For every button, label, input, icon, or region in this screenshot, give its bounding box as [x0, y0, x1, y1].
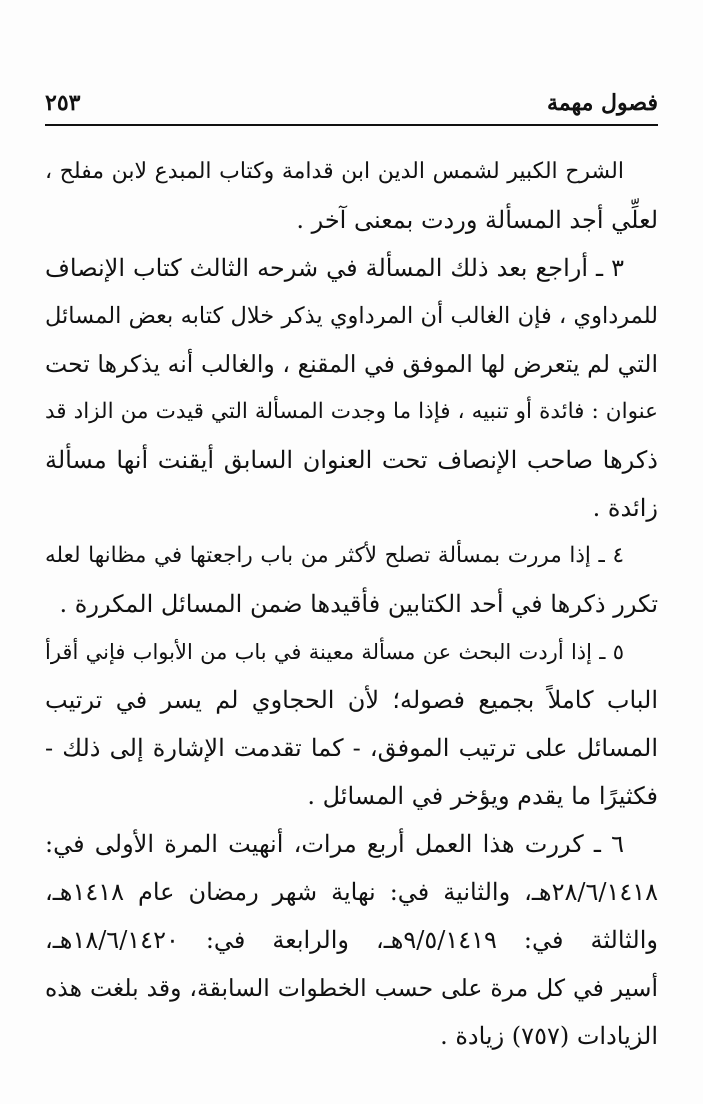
text-line: عنوان : فائدة أو تنبيه ، فإذا ما وجدت المسألة التي قيدت من الزاد قد: [45, 399, 658, 424]
running-title: فصول مهمة: [546, 90, 658, 116]
text-line: الباب كاملاً بجميع فصوله؛ لأن الحجاوي لم يسر في ترتيب: [45, 686, 658, 714]
text-line: ذكرها صاحب الإنصاف تحت العنوان السابق أيقنت أنها مسألة: [45, 446, 658, 474]
text-line: ٣ ـ أراجع بعد ذلك المسألة في شرحه الثالث كتاب الإنصاف: [45, 254, 624, 282]
text-line: زائدة .: [592, 494, 658, 522]
text-line: ٤ ـ إذا مررت بمسألة تصلح لأكثر من باب راجعتها في مظانها لعله: [45, 543, 624, 568]
text-line: ٥ ـ إذا أردت البحث عن مسألة معينة في باب من الأبواب فإني أقرأ: [45, 640, 624, 664]
text-line: أسير في كل مرة على حسب الخطوات السابقة، وقد بلغت هذه: [45, 974, 658, 1002]
text-line: الزيادات (٧٥٧) زيادة .: [440, 1022, 658, 1050]
text-line: التي لم يتعرض لها الموفق في المقنع ، والغالب أنه يذكرها تحت: [45, 350, 658, 378]
text-line: تكرر ذكرها في أحد الكتابين فأقيدها ضمن المسائل المكررة .: [59, 590, 658, 618]
page-header: [45, 84, 658, 124]
text-line: والثالثة في: ٩/٥/١٤١٩هـ، والرابعة في: ١٨/٦/١٤٢٠هـ،: [45, 926, 658, 954]
text-line: للمرداوي ، فإن الغالب أن المرداوي يذكر خلال كتابه بعض المسائل: [45, 303, 658, 329]
page-number: ٢٥٣: [45, 90, 81, 116]
page-body: [45, 148, 658, 1060]
text-line: الشرح الكبير لشمس الدين ابن قدامة وكتاب المبدع لابن مفلح ،: [45, 159, 624, 184]
text-line: فكثيرًا ما يقدم ويؤخر في المسائل .: [307, 782, 658, 810]
text-line: المسائل على ترتيب الموفق، - كما تقدمت الإشارة إلى ذلك -: [45, 734, 658, 762]
text-line: لعلِّي أجد المسألة وردت بمعنى آخر .: [296, 206, 658, 234]
header-rule: [45, 124, 658, 126]
text-line: ٢٨/٦/١٤١٨هـ، والثانية في: نهاية شهر رمضان عام ١٤١٨هـ،: [45, 878, 658, 906]
text-line: ٦ ـ كررت هذا العمل أربع مرات، أنهيت المرة الأولى في:: [45, 830, 624, 858]
